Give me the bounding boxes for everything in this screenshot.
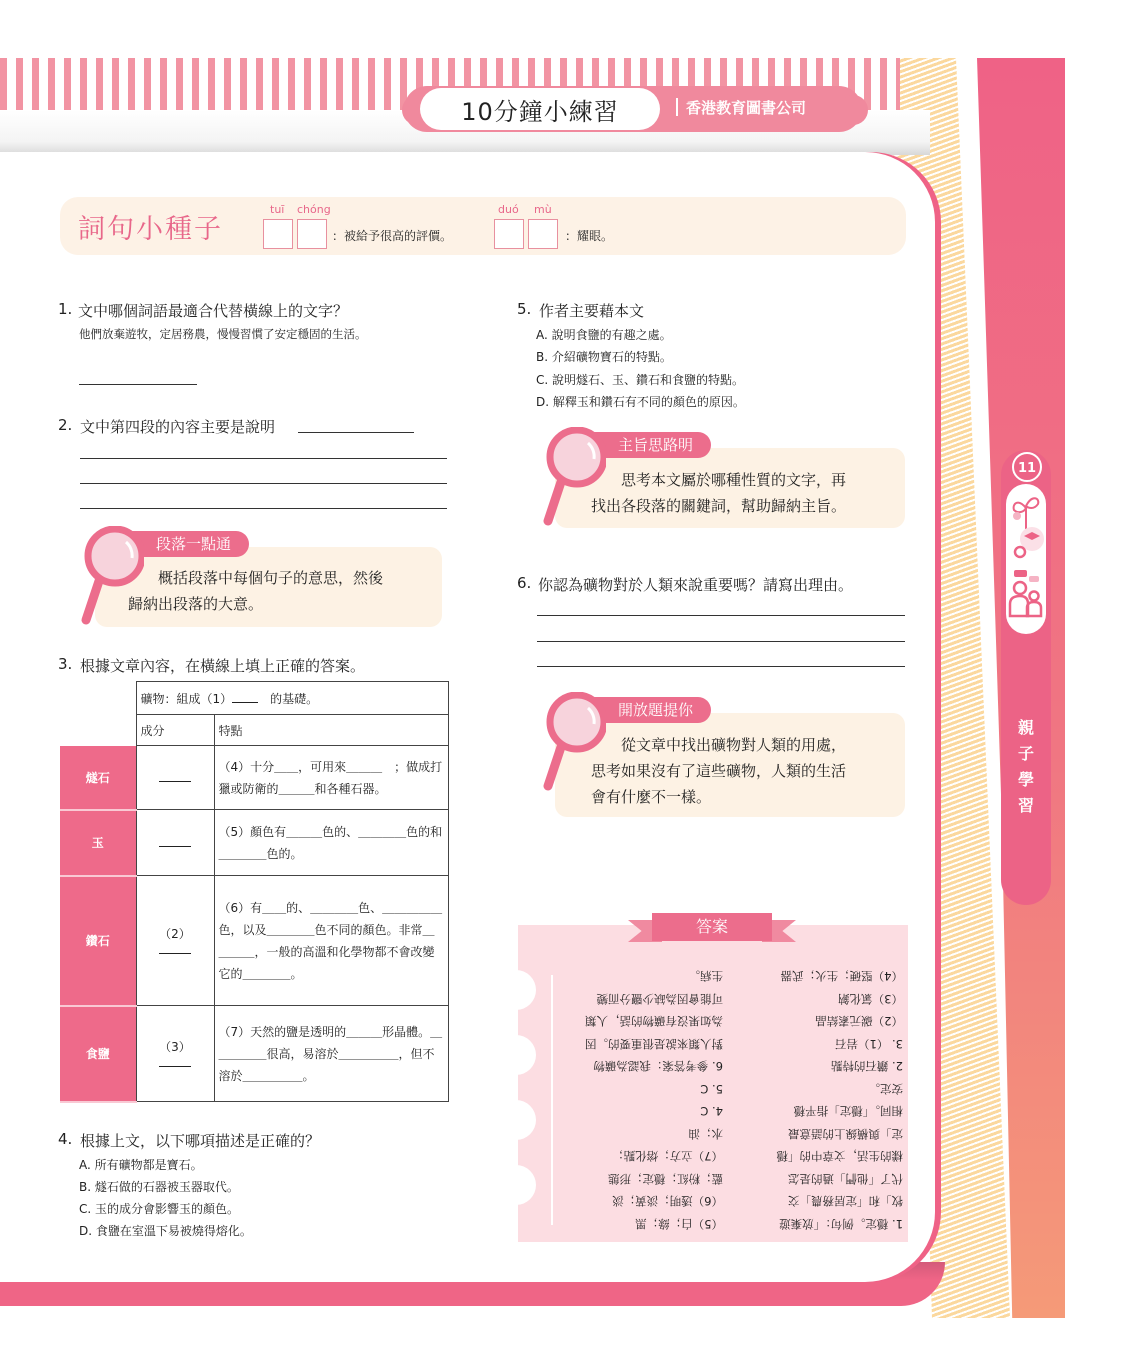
row-header: 燧石: [60, 746, 136, 810]
tip-text: 概括段落中每個句子的意思，然後: [128, 569, 384, 587]
question-text: 作者主要藉本文: [539, 302, 645, 320]
tip-label: 主旨思路明: [570, 432, 711, 458]
row-header: 鑽石: [60, 876, 136, 1006]
page-number: 11: [1012, 452, 1042, 482]
answer-line[interactable]: [298, 432, 414, 433]
answers-right-col: （5）白；綠；黑 （6）透明；淡黃；淡 藍；粉紅；穩定；形態 （7）立方；熔化點； 水；油 4. C 5. C 6. 參考答案：我認為礦物 對人類來說是很重要的。因 為如果沒有礦物的話，人類 可能會因為缺少鹽分而變 生病。: [585, 969, 723, 1231]
answer-line[interactable]: [537, 615, 905, 616]
feature-cell[interactable]: （6）有＿＿的、＿＿＿＿色、＿＿＿＿＿色，以及＿＿＿＿色不同的顏色。非常＿＿＿＿，一般的高溫和化學物都不會改變它的＿＿＿＿。: [214, 876, 448, 1006]
row-header: 玉: [60, 810, 136, 876]
pinyin: mù: [534, 203, 552, 216]
char-input-box[interactable]: [263, 219, 293, 249]
answers-left-col: 1. 穩定。例句：「放棄遊 牧」和「定居務農」交 代了「他們」過的是怎 樣的生活，文章中的「穩 定」與橫線上的語意最 相同。「穩定」指平穩 安定。 2. 鑽石的特點 3. （1）岩石 （2）碳元素結晶 （3）氯化鈉 （4）堅硬；生火；武器: [776, 969, 903, 1231]
tip-text: 思考如果沒有了這些礦物，人類的生活: [591, 762, 847, 780]
char-input-box[interactable]: [494, 219, 524, 249]
question-number: 6.: [517, 574, 532, 592]
option-c[interactable]: C. 說明燧石、玉、鑽石和食鹽的特點。: [536, 373, 745, 387]
option-c[interactable]: C. 玉的成分會影響玉的顏色。: [79, 1202, 240, 1216]
page-title: 10分鐘小練習: [461, 97, 619, 126]
question-text: 文中第四段的內容主要是說明: [80, 418, 276, 436]
feature-cell[interactable]: （7）天然的鹽是透明的＿＿＿形晶體。＿＿＿＿＿很高，易溶於＿＿＿＿＿，但不溶於＿＿＿＿＿。: [214, 1006, 448, 1102]
header-divider: [676, 98, 678, 116]
component-cell[interactable]: [136, 746, 214, 810]
answer-line[interactable]: [537, 666, 905, 667]
component-cell[interactable]: [136, 810, 214, 876]
tip-text: 思考本文屬於哪種性質的文字，再: [591, 471, 847, 489]
vocab-definition: ：耀眼。: [565, 229, 614, 243]
question-text: 根據上文，以下哪項描述是正確的？: [80, 1132, 321, 1150]
char-input-box[interactable]: [528, 219, 558, 249]
option-a[interactable]: A. 說明食鹽的有趣之處。: [536, 328, 672, 342]
question-sentence: 他們放棄遊牧，定居務農，慢慢習慣了安定穩固的生活。: [79, 327, 367, 341]
blank-1[interactable]: [232, 691, 258, 703]
col-header-feature: 特點: [214, 715, 448, 746]
publisher-name: 香港教育圖書公司: [686, 99, 807, 117]
feature-cell[interactable]: （5）顏色有＿＿＿色的、＿＿＿＿色的和＿＿＿＿色的。: [214, 810, 448, 876]
tip-text: 歸納出段落的大意。: [128, 595, 264, 613]
answer-line[interactable]: [80, 508, 447, 509]
row-header: 食鹽: [60, 1006, 136, 1102]
question-number: 1.: [58, 300, 73, 318]
option-d[interactable]: D. 食鹽在室溫下易被燒得熔化。: [79, 1224, 252, 1238]
component-cell[interactable]: （2）: [136, 876, 214, 1006]
table-row: [60, 810, 448, 876]
question-number: 5.: [517, 300, 532, 318]
option-b[interactable]: B. 燧石做的石器被玉器取代。: [79, 1180, 239, 1194]
table-row: [60, 876, 448, 1006]
tip-label: 段落一點通: [108, 531, 249, 557]
question-text: 你認為礦物對於人類來說重要嗎？請寫出理由。: [538, 576, 854, 594]
pinyin: tuī: [270, 203, 285, 216]
tip-text: 會有什麼不一樣。: [591, 788, 712, 806]
question-text: 根據文章內容，在橫線上填上正確的答案。: [80, 657, 366, 675]
tip-text: 找出各段落的關鍵詞，幫助歸納主旨。: [591, 497, 847, 515]
pinyin: duó: [498, 203, 519, 216]
tip-text: 從文章中找出礦物對人類的用處，: [591, 736, 847, 754]
answers-panel: [518, 925, 908, 1242]
component-cell[interactable]: （3）: [136, 1006, 214, 1102]
question-text: 文中哪個詞語最適合代替橫線上的文字？: [78, 302, 349, 320]
table-row: [60, 746, 448, 810]
question-number: 4.: [58, 1130, 73, 1148]
side-tab-illustration: [1006, 484, 1046, 634]
pinyin: chóng: [297, 203, 331, 216]
vocab-title: 詞句小種子: [78, 214, 223, 245]
table-title-cell: 礦物：組成（1） 的基礎。: [136, 682, 448, 715]
minerals-table: [60, 681, 449, 1103]
option-a[interactable]: A. 所有礦物都是寶石。: [79, 1158, 203, 1172]
option-d[interactable]: D. 解釋玉和鑽石有不同的顏色的原因。: [536, 395, 745, 409]
answer-line[interactable]: [80, 458, 447, 459]
option-b[interactable]: B. 介紹礦物寶石的特點。: [536, 350, 672, 364]
question-number: 3.: [58, 655, 73, 673]
question-number: 2.: [58, 416, 73, 434]
vocab-definition: ：被給予很高的評價。: [332, 229, 453, 243]
col-header-component: 成分: [136, 715, 214, 746]
feature-cell[interactable]: （4）十分＿＿，可用來＿＿＿ ；做成打獵或防衛的＿＿＿和各種石器。: [214, 746, 448, 810]
answer-line[interactable]: [79, 384, 197, 385]
answers-upside-down: [558, 965, 903, 1235]
table-row: [60, 1006, 448, 1102]
tip-label: 開放題提你: [570, 697, 711, 723]
header-dot-right: [838, 95, 868, 125]
parent-child-learning-icon: [1006, 484, 1046, 634]
answer-line[interactable]: [537, 641, 905, 642]
answer-line[interactable]: [80, 483, 447, 484]
vocab-section: [60, 197, 906, 255]
answers-ribbon: 答案: [652, 913, 772, 941]
section-label: 親 子 學 習: [1017, 718, 1034, 815]
header-title-box: [420, 88, 660, 130]
char-input-box[interactable]: [297, 219, 327, 249]
